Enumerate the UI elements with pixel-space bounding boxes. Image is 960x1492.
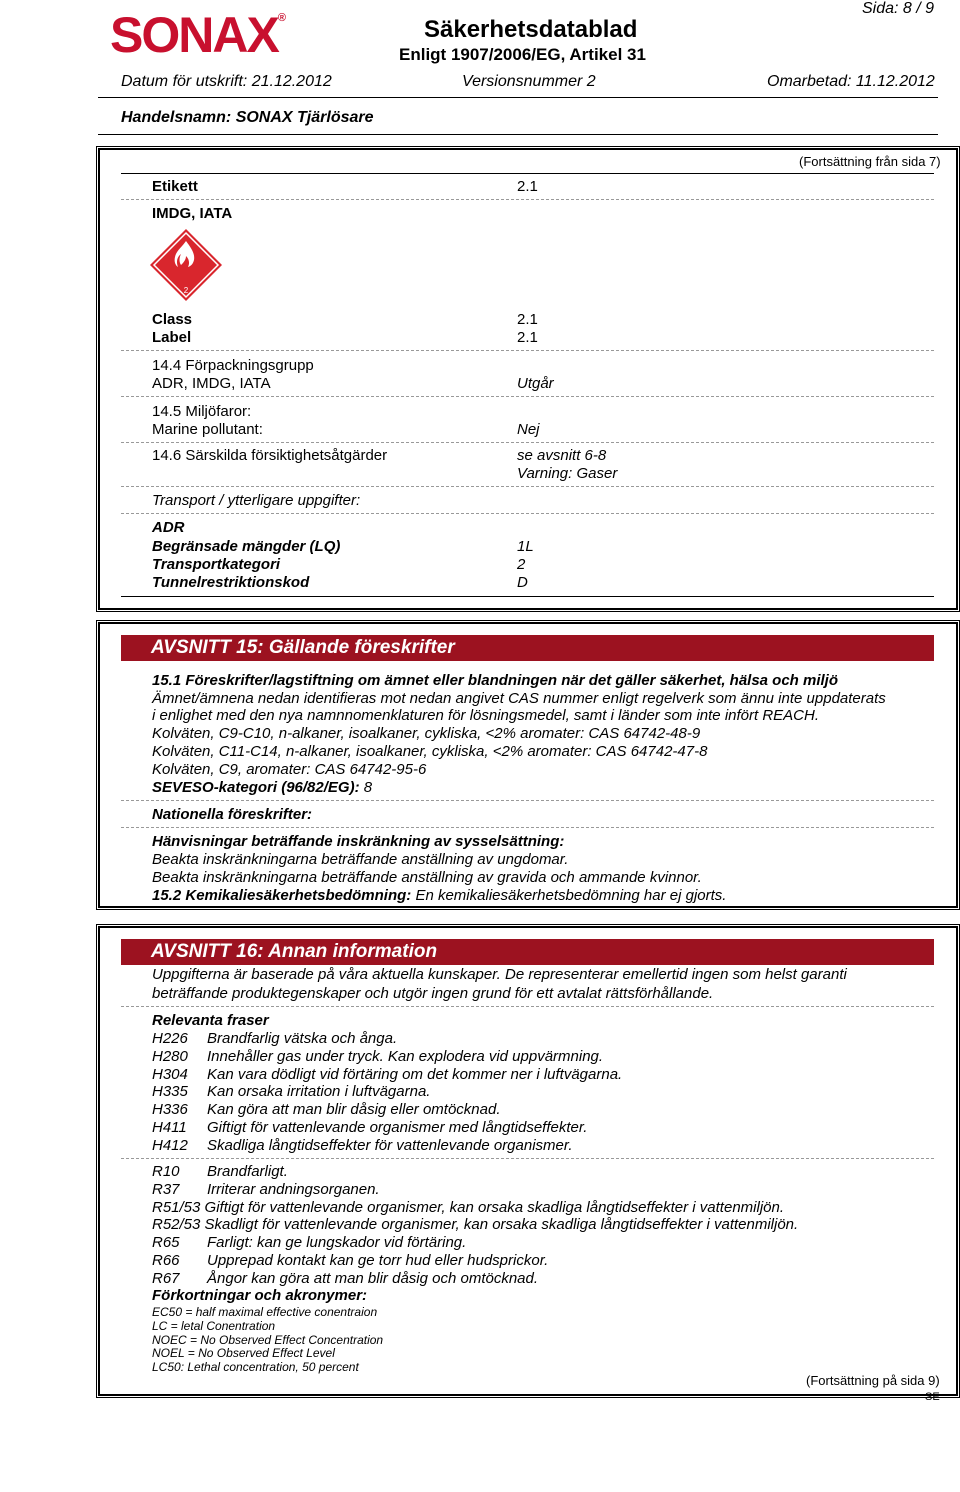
abbreviation-item: EC50 = half maximal effective conentraion	[152, 1305, 378, 1319]
env-hazard-title: 14.5 Miljöfaror:	[152, 403, 252, 420]
h-phrase-text: Kan vara dödligt vid förtäring om det kommer ner i luftvägarna.	[207, 1065, 623, 1083]
continued-from: (Fortsättning från sida 7)	[799, 154, 941, 169]
h-phrase-text: Giftigt för vattenlevande organismer med långtidseffekter.	[207, 1119, 588, 1136]
r-phrase-text: Ångor kan göra att man blir dåsig och omtöcknad.	[207, 1270, 539, 1287]
h-phrase-code: H304	[152, 1065, 188, 1083]
sonax-logo: SONAX®	[110, 7, 284, 63]
h-phrase-text: Kan göra att man blir dåsig eller omtöcknad.	[207, 1101, 501, 1119]
regulations-heading: 15.1 Föreskrifter/lagstiftning om ämnet eller blandningen när det gäller säkerhet, hälsa och miljö	[152, 672, 839, 689]
tunnel-code-label: Tunnelrestriktionskod	[152, 574, 310, 591]
r-phrase-text: Brandfarligt.	[207, 1163, 288, 1180]
version-number: Versionsnummer 2	[462, 73, 596, 90]
r-phrase-code: R67	[152, 1270, 180, 1287]
tunnel-code-value: D	[517, 574, 528, 591]
h-phrase-text: Skadliga långtidseffekter för vattenlevande organismer.	[207, 1136, 573, 1154]
etikett-value: 2.1	[517, 178, 538, 195]
chemical-safety-value: En kemikaliesäkerhetsbedömning har ej gjorts.	[415, 887, 727, 904]
h-phrase-text: Kan orsaka irritation i luftvägarna.	[207, 1083, 431, 1101]
marine-pollutant-value: Nej	[517, 421, 540, 438]
dashed-divider	[121, 396, 934, 397]
h-phrase-code: H411	[152, 1119, 187, 1136]
h-phrase-code: H226	[152, 1030, 188, 1047]
page-number: Sida: 8 / 9	[862, 0, 935, 17]
label-value: 2.1	[517, 329, 538, 346]
revised-date: Omarbetad: 11.12.2012	[767, 73, 935, 90]
dashed-divider	[121, 486, 934, 487]
abbreviation-item: NOEC = No Observed Effect Concentration	[152, 1332, 384, 1347]
r-phrase-code: R65	[152, 1234, 180, 1251]
seveso-label: SEVESO-kategori (96/82/EG):	[152, 779, 360, 796]
dashed-divider	[121, 1158, 934, 1159]
r-phrase-text: Upprepad kontakt kan ge torr hud eller hudsprickor.	[207, 1252, 549, 1269]
section-15-title: AVSNITT 15: Gällande föreskrifter	[121, 635, 934, 661]
employment-restriction-2: Beakta inskränkningarna beträffande anställning av gravida och ammande kvinnor.	[152, 869, 702, 886]
hydrocarbon-line-3: Kolväten, C9, aromater: CAS 64742-95-6	[152, 761, 427, 778]
pictogram-number: 2	[183, 286, 189, 295]
special-precautions-value-2: Varning: Gaser	[517, 465, 618, 482]
dashed-divider	[121, 199, 934, 200]
header-divider-bottom	[98, 134, 938, 135]
transport-extra-title: Transport / ytterligare uppgifter:	[152, 492, 361, 509]
special-precautions-value-1: se avsnitt 6-8	[517, 447, 607, 464]
marine-pollutant-label: Marine pollutant:	[152, 421, 263, 438]
dashed-divider	[121, 350, 934, 351]
packing-group-sub: ADR, IMDG, IATA	[152, 375, 271, 392]
r-phrase-text: Irriterar andningsorganen.	[207, 1181, 380, 1198]
r-phrase-code: R37	[152, 1181, 180, 1198]
transport-category-label: Transportkategori	[152, 556, 281, 573]
limited-quantities-value: 1L	[517, 538, 534, 555]
h-phrase-text: Brandfarlig vätska och ånga.	[207, 1030, 398, 1047]
cas-note-line-1: Ämnet/ämnena nedan identifieras mot nedan angivet CAS nummer enligt regelverk som ännu inte uppdaterats	[152, 690, 886, 707]
abbreviations-heading: Förkortningar och akronymer:	[152, 1287, 368, 1304]
chemical-safety-row	[152, 887, 726, 904]
chemical-safety-label: 15.2 Kemikaliesäkerhetsbedömning:	[152, 887, 412, 904]
divider	[121, 596, 934, 597]
packing-group-value: Utgår	[517, 375, 554, 392]
employment-restriction-1: Beakta inskränkningarna beträffande anställning av ungdomar.	[152, 851, 569, 868]
language-code: SE	[925, 1391, 940, 1403]
h-phrase-code: H335	[152, 1083, 188, 1101]
header-divider	[98, 97, 938, 98]
dashed-divider	[121, 513, 934, 514]
national-regulations-heading: Nationella föreskrifter:	[152, 806, 313, 823]
r-phrase-code: R10	[152, 1163, 180, 1180]
packing-group-title: 14.4 Förpackningsgrupp	[152, 357, 314, 374]
imdg-iata-label: IMDG, IATA	[152, 205, 233, 222]
etikett-label: Etikett	[152, 178, 198, 195]
divider	[121, 173, 934, 174]
special-precautions-title: 14.6 Särskilda försiktighetsåtgärder	[152, 447, 388, 464]
r-phrase-line: R51/53 Giftigt för vattenlevande organismer, kan orsaka skadliga långtidseffekter i vattenmiljön.	[152, 1199, 785, 1216]
continued-to: (Fortsättning på sida 9)	[806, 1373, 940, 1388]
document-subtitle: Enligt 1907/2006/EG, Artikel 31	[399, 45, 646, 64]
hydrocarbon-line-1: Kolväten, C9-C10, n-alkaner, isoalkaner, cykliska, <2% aromater: CAS 64742-48-9	[152, 725, 701, 742]
abbreviation-item: LC = letal Conentration	[152, 1318, 276, 1333]
r-phrase-code: R66	[152, 1252, 180, 1269]
abbreviation-item: LC50: Lethal concentration, 50 percent	[152, 1360, 359, 1375]
h-phrase-text: Innehåller gas under tryck. Kan explodera vid uppvärmning.	[207, 1047, 604, 1065]
disclaimer-line-2: beträffande produktegenskaper och utgör ingen grund för ett avtalat rättsförhållande.	[152, 985, 714, 1002]
section-16-title: AVSNITT 16: Annan information	[121, 939, 934, 965]
flammable-gas-pictogram-icon	[148, 227, 224, 303]
label-label: Label	[152, 329, 192, 346]
seveso-row	[152, 779, 372, 796]
h-phrase-code: H280	[152, 1047, 188, 1065]
relevant-phrases-heading: Relevanta fraser	[152, 1012, 269, 1029]
print-date: Datum för utskrift: 21.12.2012	[121, 73, 332, 90]
r-phrase-text: Farligt: kan ge lungskador vid förtäring.	[207, 1234, 467, 1251]
dashed-divider	[121, 442, 934, 443]
disclaimer-line-1: Uppgifterna är baserade på våra aktuella kunskaper. De representerar emellertid ingen som helst garanti	[152, 966, 847, 983]
adr-label: ADR	[152, 519, 185, 536]
class-label: Class	[152, 311, 193, 328]
dashed-divider	[121, 800, 934, 801]
h-phrase-code: H412	[152, 1136, 188, 1154]
employment-restriction-heading: Hänvisningar beträffande inskränkning av sysselsättning:	[152, 833, 565, 850]
document-title: Säkerhetsdatablad	[424, 16, 638, 43]
dashed-divider	[121, 1006, 934, 1007]
seveso-value: 8	[363, 779, 373, 796]
transport-category-value: 2	[517, 556, 526, 573]
limited-quantities-label: Begränsade mängder (LQ)	[152, 538, 341, 555]
abbreviation-item: NOEL = No Observed Effect Level	[152, 1346, 335, 1361]
dashed-divider	[121, 827, 934, 828]
hydrocarbon-line-2: Kolväten, C11-C14, n-alkaner, isoalkaner, cykliska, <2% aromater: CAS 64742-47-8	[152, 743, 708, 760]
trade-name: Handelsnamn: SONAX Tjärlösare	[121, 109, 374, 126]
cas-note-line-2: i enlighet med den nya namnnomenklaturen för lösningsmedel, samt i länder som inte infört REACH.	[152, 707, 820, 724]
h-phrase-code: H336	[152, 1101, 188, 1119]
class-value: 2.1	[517, 311, 538, 328]
r-phrase-line: R52/53 Skadligt för vattenlevande organismer, kan orsaka skadliga långtidseffekter i vattenmiljön.	[152, 1216, 799, 1233]
